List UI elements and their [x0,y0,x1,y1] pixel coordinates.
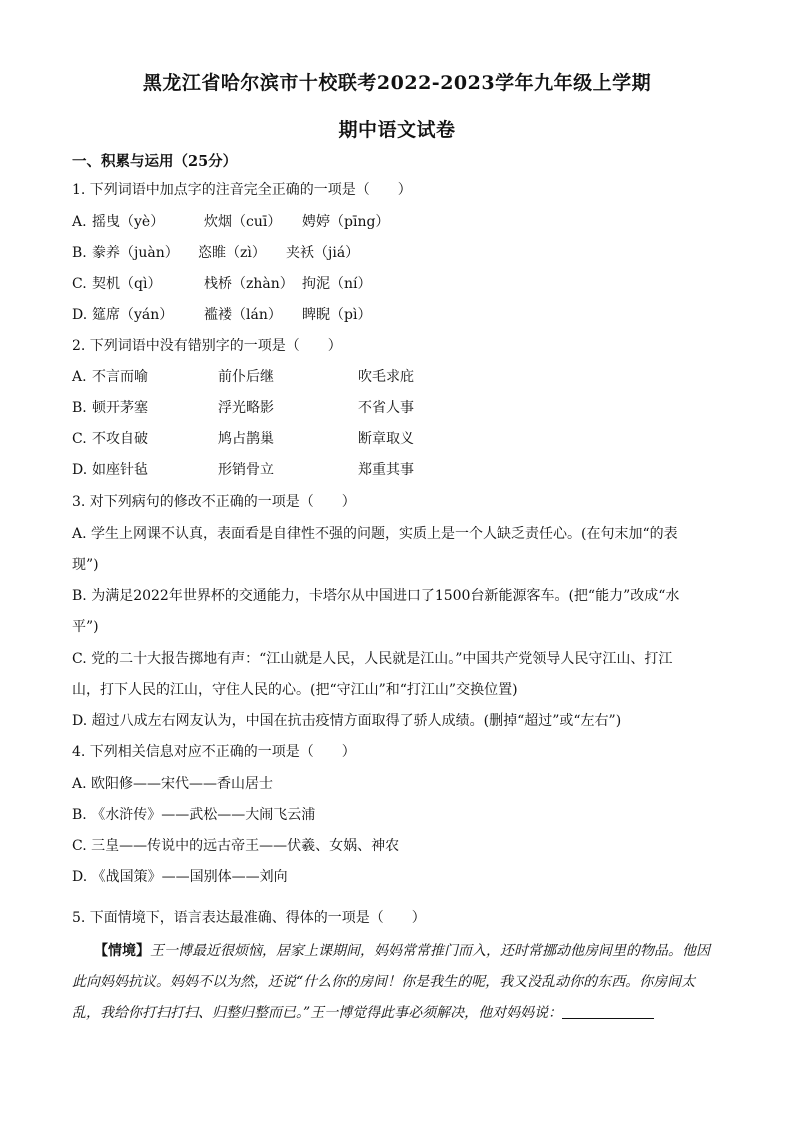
q3-option-a-cont: 现”) [72,557,99,573]
q4-option-d[interactable]: D. 《战国策》——国别体——刘向 [72,869,288,885]
exam-title-line1: 黑龙江省哈尔滨市十校联考2022-2023学年九年级上学期 [142,72,652,94]
scenario-tag: 【情境】 [94,943,150,959]
q3-stem: 3. 对下列病句的修改不正确的一项是（ ） [72,494,356,510]
q2-option-d[interactable]: D. 如座针毡 形销骨立 郑重其事 [72,462,414,478]
exam-title-line2: 期中语文试卷 [338,119,456,141]
answer-blank[interactable] [562,1004,654,1019]
scenario-line1: 王一博最近很烦恼，居家上课期间，妈妈常常推门而入，还时常挪动他房间里的物品。他因 [150,943,710,959]
q4-stem: 4. 下列相关信息对应不正确的一项是（ ） [72,744,356,760]
q4-option-a[interactable]: A. 欧阳修——宋代——香山居士 [72,776,274,792]
q2-stem: 2. 下列词语中没有错别字的一项是（ ） [72,338,342,354]
q3-option-c-cont: 山，打下人民的江山，守住人民的心。(把“守江山”和“打江山”交换位置) [72,682,518,698]
q1-option-d[interactable]: D. 筵席（yán） 褴褛（lán） 睥睨（pì） [72,307,372,323]
q2-option-b[interactable]: B. 顿开茅塞 浮光略影 不省人事 [72,400,414,416]
q3-option-c[interactable]: C. 党的二十大报告掷地有声：“江山就是人民，人民就是江山。”中国共产党领导人民守江山、打江 [72,651,673,667]
q3-option-a[interactable]: A. 学生上网课不认真，表面看是自律性不强的问题，实质上是一个人缺乏责任心。(在句末加“的表 [72,526,678,542]
q5-scenario [72,936,722,1029]
q2-option-a[interactable]: A. 不言而喻 前仆后继 吹毛求庇 [72,369,414,385]
q1-option-a[interactable]: A. 摇曳（yè） 炊烟（cuī） 娉婷（pīng） [72,214,390,230]
q1-option-b[interactable]: B. 豢养（juàn） 恣睢（zì） 夹袄（jiá） [72,245,360,261]
q3-option-b[interactable]: B. 为满足2022年世界杯的交通能力，卡塔尔从中国进口了1500台新能源客车。(把“能力”改成“水 [72,588,680,604]
scenario-line3: 乱，我给你打扫打扫、归整归整而已。”王一博觉得此事必须解决，他对妈妈说： [72,1005,563,1021]
q2-option-c[interactable]: C. 不攻自破 鸠占鹊巢 断章取义 [72,431,414,447]
q1-stem: 1. 下列词语中加点字的注音完全正确的一项是（ ） [72,182,412,198]
q4-option-c[interactable]: C. 三皇——传说中的远古帝王——伏羲、女娲、神农 [72,838,400,854]
q4-option-b[interactable]: B. 《水浒传》——武松——大闹飞云浦 [72,807,316,823]
q5-stem: 5. 下面情境下，语言表达最准确、得体的一项是（ ） [72,910,426,926]
section-heading: 一、积累与运用（25分） [72,153,238,170]
q3-option-d[interactable]: D. 超过八成左右网友认为，中国在抗击疫情方面取得了骄人成绩。(删掉“超过”或“左右”) [72,713,622,729]
q1-option-c[interactable]: C. 契机（qì） 栈桥（zhàn） 拘泥（ní） [72,276,372,292]
scenario-line2: 此向妈妈抗议。妈妈不以为然，还说“什么你的房间！你是我生的呢，我又没乱动你的东西。你房间太 [72,974,696,990]
q3-option-b-cont: 平”) [72,619,99,635]
